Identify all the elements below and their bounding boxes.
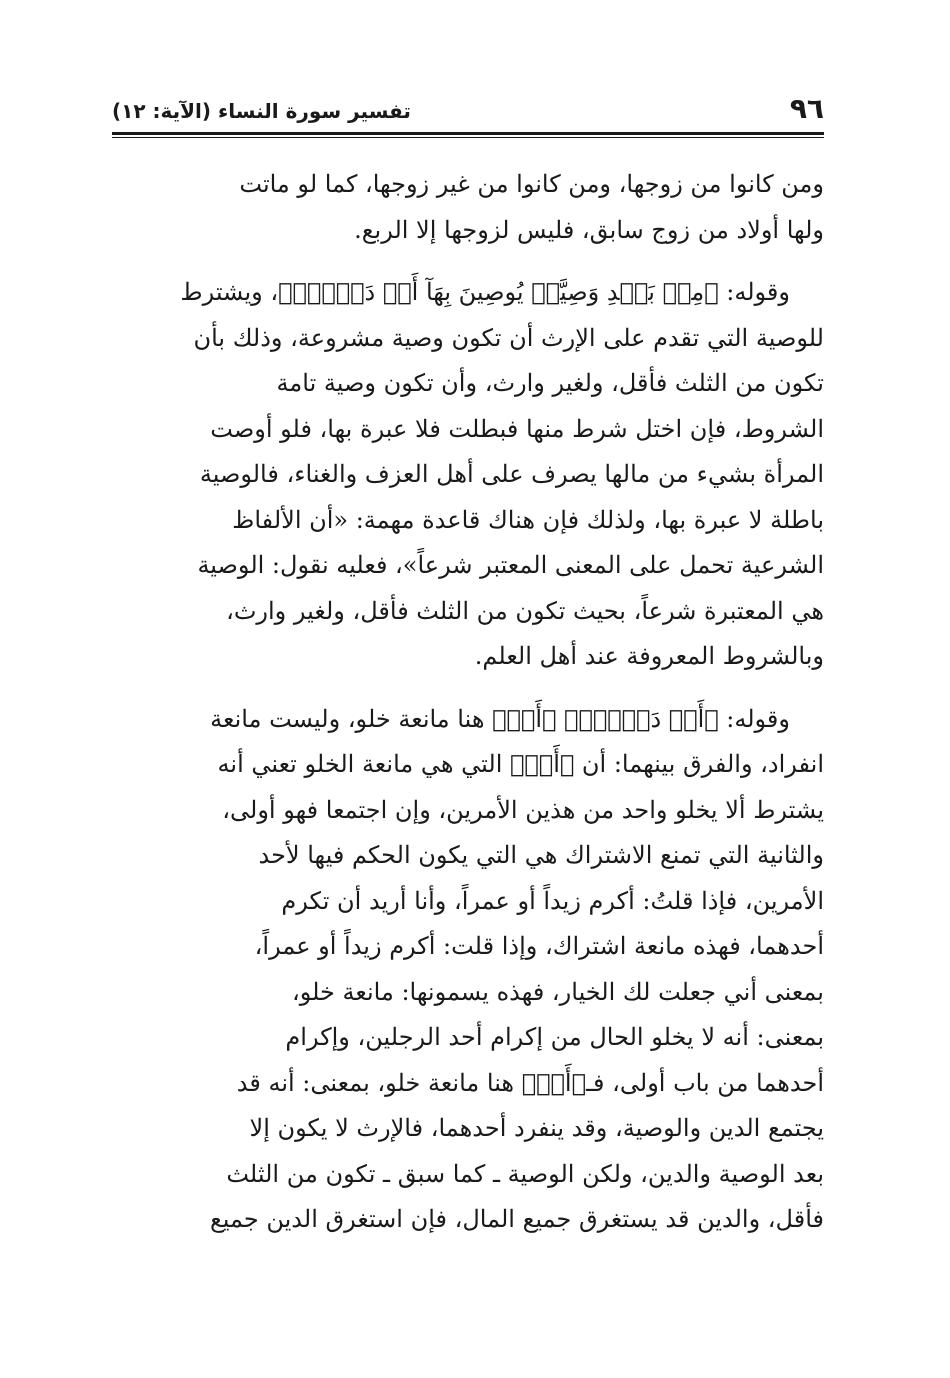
running-title: تفسير سورة النساء (الآية: ١٢) bbox=[112, 99, 411, 123]
text-line: يشترط ألا يخلو واحد من هذين الأمرين، وإن اجتمعا فهو أولى، bbox=[222, 795, 824, 824]
text-line: ومن كانوا من زوجها، ومن كانوا من غير زوجها، كما لو ماتت bbox=[239, 170, 824, 198]
text-line: الأمرين، فإذا قلتُ: أكرم زيداً أو عمراً، وأنا أريد أن تكرم bbox=[281, 886, 824, 915]
body-text bbox=[112, 162, 824, 1243]
text-line: بمعنى: أنه لا يخلو الحال من إكرام أحد الرجلين، وإكرام bbox=[285, 1023, 824, 1051]
text-line: يجتمع الدين والوصية، وقد ينفرد أحدهما، فالإرث لا يكون إلا bbox=[249, 1114, 824, 1142]
text-line: تكون من الثلث فأقل، ولغير وارث، وأن تكون وصية تامة bbox=[276, 369, 824, 397]
text-line: للوصية التي تقدم على الإرث أن تكون وصية مشروعة، وذلك بأن bbox=[193, 323, 824, 352]
text-line: وقوله: ﴿مِنۢ بَعۡدِ وَصِيَّةٖ يُوصِينَ بِهَآ أَوۡ دَيۡنٖۚ﴾، ويشترط bbox=[180, 278, 790, 306]
text-line: وبالشروط المعروفة عند أهل العلم. bbox=[474, 642, 824, 670]
text-line: بمعنى أني جعلت لك الخيار، فهذه يسمونها: مانعة خلو، bbox=[291, 977, 824, 1006]
text-line: باطلة لا عبرة بها، ولذلك فإن هناك قاعدة مهمة: «أن الألفاظ bbox=[232, 505, 824, 534]
text-line: الشروط، فإن اختل شرط منها فبطلت فلا عبرة بها، فلو أوصت bbox=[210, 414, 824, 443]
text-line: بعد الوصية والدين، ولكن الوصية ـ كما سبق ـ تكون من الثلث bbox=[226, 1159, 824, 1188]
text-line: ولها أولاد من زوج سابق، فليس لزوجها إلا الربع. bbox=[354, 215, 824, 244]
text-line: والثانية التي تمنع الاشتراك هي التي يكون الحكم فيها لأحد bbox=[258, 841, 824, 869]
header-rule-thin bbox=[112, 137, 824, 138]
text-line: الشرعية تحمل على المعنى المعتبر شرعاً»، فعليه نقول: الوصية bbox=[197, 551, 824, 579]
page-header bbox=[112, 92, 824, 126]
text-line: انفراد، والفرق بينهما: أن ﴿أَوۡ﴾ التي هي مانعة الخلو تعني أنه bbox=[217, 750, 824, 778]
text-line: هي المعتبرة شرعاً، بحيث تكون من الثلث فأقل، ولغير وارث، bbox=[226, 596, 824, 625]
book-page bbox=[112, 92, 824, 1243]
text-line: فأقل، والدين قد يستغرق جميع المال، فإن استغرق الدين جميع bbox=[209, 1205, 824, 1233]
paragraph-gap bbox=[112, 680, 824, 697]
page-number: ٩٦ bbox=[789, 92, 824, 125]
text-line: أحدهما من باب أولى، فـ﴿أَوۡ﴾ هنا مانعة خلو، بمعنى: أنه قد bbox=[236, 1068, 824, 1097]
paragraph-gap bbox=[112, 253, 824, 270]
text-line: المرأة بشيء من مالها يصرف على أهل العزف والغناء، فالوصية bbox=[199, 460, 824, 488]
header-rule-thick bbox=[112, 132, 824, 135]
text-line: أحدهما، فهذه مانعة اشتراك، وإذا قلت: أكرم زيداً أو عمراً، bbox=[254, 932, 824, 960]
text-line: وقوله: ﴿أَوۡ دَيۡنٖۚ﴾ ﴿أَوۡ﴾ هنا مانعة خلو، وليست مانعة bbox=[210, 704, 790, 733]
